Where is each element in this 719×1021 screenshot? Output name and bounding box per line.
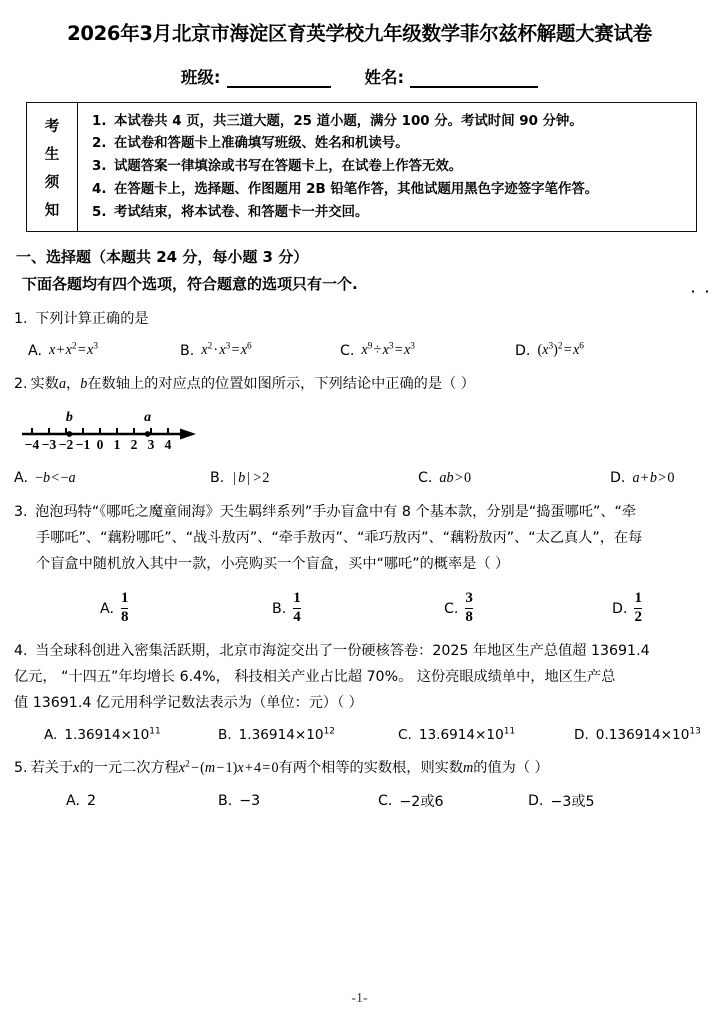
option-b-exponent: 12 — [323, 726, 335, 737]
notice-item — [92, 113, 686, 131]
fraction-denominator: 4 — [293, 609, 301, 626]
svg-text:−3: −3 — [41, 436, 57, 452]
fraction-denominator: 8 — [120, 609, 129, 626]
class-field — [181, 64, 331, 88]
svg-text:−4: −4 — [24, 436, 40, 452]
class-label: 班级: — [180, 68, 221, 87]
question-5-var-m: m — [463, 759, 474, 776]
option-d[interactable] — [610, 470, 674, 487]
option-a-label: A. — [28, 342, 42, 359]
option-b-expr — [239, 727, 335, 743]
question-5-text-mid: 的一元二次方程 — [79, 759, 179, 776]
question-4-line-1: 当全球科创进入密集活跃期，北京市海淀交出了一份硬核答卷：2025 年地区生产总值超 13691.4 — [35, 642, 650, 659]
option-d-label: D. — [515, 342, 531, 359]
fraction-numerator: 1 — [634, 590, 642, 607]
option-b[interactable] — [210, 470, 418, 487]
option-d-exponent: 13 — [689, 726, 701, 737]
question-1-stem — [14, 306, 705, 332]
option-b-fraction — [293, 591, 301, 626]
emphasis-dot-icon: · — [704, 285, 709, 298]
option-b-label: B. — [218, 726, 232, 743]
question-2 — [14, 371, 719, 486]
option-c-mantissa: 13.6914×10 — [418, 726, 504, 743]
question-5-text-pre: 若关于 — [30, 759, 74, 776]
notice-items — [78, 103, 696, 231]
notice-side-char: 须 — [44, 174, 60, 191]
option-a[interactable] — [28, 342, 180, 359]
name-field — [365, 64, 539, 88]
notice-item-number: 3. — [92, 159, 107, 175]
section-subheading-text: 下面各题均有四个选项，符合题意的选项只有一个. — [22, 275, 358, 293]
option-b-label: B. — [218, 792, 233, 809]
question-2-options — [14, 470, 705, 487]
question-4-line-3: 值 13691.4 亿元用科学记数法表示为（单位：元）（ ） — [14, 695, 363, 712]
svg-text:3: 3 — [147, 436, 155, 452]
option-d-label: D. — [612, 600, 628, 617]
question-3-line-2: 手哪吒”、“藕粉哪吒”、“战斗敖丙”、“牵手敖丙”、“乖巧敖丙”、“藕粉敖丙”、“太乙真人”，在每 — [36, 529, 643, 546]
question-5-options — [14, 791, 705, 811]
notice-item — [92, 135, 686, 153]
notice-item-number: 2. — [92, 136, 107, 152]
option-a-label: A. — [14, 470, 28, 487]
option-b[interactable] — [272, 591, 444, 626]
question-4-line-3-row — [14, 690, 705, 716]
notice-item-number: 1. — [92, 113, 107, 129]
question-2-stem — [14, 371, 705, 397]
svg-text:0: 0 — [96, 436, 104, 452]
class-blank[interactable] — [227, 72, 331, 88]
question-3 — [14, 499, 719, 626]
option-b-label: B. — [272, 600, 287, 617]
option-d-expr — [596, 727, 701, 743]
exam-page — [0, 10, 719, 1021]
section-subheading — [22, 273, 719, 298]
question-4-number: 4. — [14, 642, 28, 659]
option-b[interactable] — [218, 727, 398, 743]
emphasis-dot-icon: · — [690, 285, 695, 298]
option-c-label: C. — [418, 470, 433, 487]
notice-item-text: 在试卷和答题卡上准确填写班级、姓名和机读号。 — [114, 136, 409, 152]
fraction-numerator: 1 — [293, 590, 301, 607]
option-b-label: B. — [210, 470, 225, 487]
notice-side-char: 生 — [44, 146, 60, 163]
notice-item-number: 4. — [92, 181, 107, 197]
option-b-expr: $x^2$ · $x^3$ = $x^6$ — [201, 341, 252, 359]
fraction-denominator: 8 — [465, 609, 473, 626]
question-3-options — [14, 591, 705, 626]
question-3-number: 3. — [14, 503, 28, 520]
option-c-label: C. — [398, 726, 412, 743]
option-a-label: A. — [66, 792, 80, 809]
option-c[interactable] — [378, 791, 528, 811]
question-4-line-2: 亿元， “十四五”年均增长 6.4%， 科技相关产业占比超 70%。 这份亮眼成绩单中，地区生产总 — [14, 669, 616, 686]
option-a-expr: −b < −a — [34, 469, 76, 486]
option-d[interactable] — [528, 791, 595, 811]
name-blank[interactable] — [410, 72, 538, 88]
option-a-expr: x + $x^2$ = $x^3$ — [48, 341, 99, 359]
question-3-line-1: 泡泡玛特“《哪吒之魔童闹海》天生羁绊系列”手办盲盒中有 8 个基本款，分别是“捣蛋哪吒”、“牵 — [35, 503, 637, 520]
svg-text:4: 4 — [164, 436, 172, 452]
notice-item-number: 5. — [92, 204, 107, 220]
number-line-svg — [18, 404, 538, 460]
option-b-label: B. — [180, 342, 195, 359]
question-5-var-x: x — [73, 759, 80, 776]
question-3-line-2-row — [36, 525, 705, 551]
svg-text:2: 2 — [130, 436, 138, 452]
option-d-fraction — [634, 591, 642, 626]
notice-item-text: 试题答案一律填涂或书写在答题卡上，在试卷上作答无效。 — [114, 159, 463, 175]
option-c-label: C. — [340, 342, 355, 359]
option-a-expr — [64, 727, 160, 743]
notice-item — [92, 158, 686, 176]
option-d[interactable] — [574, 727, 701, 743]
page-number: -1- — [351, 991, 368, 1006]
question-4 — [14, 638, 719, 743]
option-b-value: −3 — [239, 792, 261, 809]
question-5-stem — [14, 755, 705, 781]
notice-side-label — [27, 103, 78, 231]
option-d-label: D. — [574, 726, 589, 743]
question-2-text-mid: 在数轴上的对应点的位置如图所示，下列结论中正确的是（ ） — [87, 376, 475, 393]
question-1 — [14, 306, 719, 359]
svg-text:a: a — [144, 409, 152, 425]
page-title: 2026年3月北京市海淀区育英学校九年级数学菲尔兹杯解题大赛试卷 — [67, 22, 652, 45]
option-c-fraction — [465, 591, 473, 626]
svg-text:1: 1 — [113, 436, 121, 452]
option-a-fraction — [121, 591, 129, 626]
number-line-figure — [18, 404, 705, 460]
notice-item — [92, 204, 686, 222]
question-2-text-pre: 实数 — [30, 376, 59, 393]
notice-item — [92, 181, 686, 199]
question-5-text-end: 的值为（ ） — [473, 759, 549, 776]
notice-side-char: 考 — [44, 118, 60, 135]
question-2-number: 2. — [14, 376, 28, 393]
option-a-mantissa: 1.36914×10 — [64, 726, 150, 743]
option-c-expr: ab > 0 — [439, 469, 472, 486]
question-3-stem — [14, 499, 705, 525]
name-label: 姓名: — [364, 68, 405, 87]
option-c-label: C. — [378, 792, 393, 809]
question-4-line-2-row — [14, 664, 705, 690]
notice-item-text: 在答题卡上，选择题、作图题用 2B 铅笔作答，其他试题用黑色字迹签字笔作答。 — [114, 181, 599, 197]
option-c[interactable] — [398, 727, 574, 743]
question-1-text: 下列计算正确的是 — [35, 311, 149, 327]
option-b[interactable] — [180, 342, 340, 359]
option-a-label: A. — [44, 726, 58, 743]
option-d[interactable] — [515, 342, 584, 359]
student-id-line — [0, 64, 719, 88]
option-a[interactable] — [66, 793, 218, 809]
question-2-var-a: a — [58, 376, 67, 393]
question-5-equation: $x^2$ − (m − 1)x + 4 = 0 — [178, 758, 279, 776]
option-a-label: A. — [100, 600, 114, 617]
svg-text:−1: −1 — [75, 436, 91, 452]
option-c-label: C. — [444, 600, 459, 617]
option-b[interactable] — [218, 793, 378, 809]
option-d[interactable] — [612, 591, 642, 626]
option-a[interactable] — [44, 727, 218, 743]
notice-side-char: 知 — [44, 202, 60, 219]
question-1-number: 1. — [14, 311, 28, 327]
option-c-expr — [419, 727, 515, 743]
option-c[interactable] — [444, 591, 612, 626]
question-2-comma: ， — [66, 376, 81, 393]
notice-box — [26, 102, 697, 232]
notice-item-text: 考试结束，将本试卷、和答题卡一并交回。 — [114, 204, 369, 220]
question-4-options — [14, 727, 705, 743]
fraction-numerator: 3 — [465, 590, 473, 607]
question-1-options — [14, 342, 705, 359]
section-heading: 一、选择题（本题共 24 分，每小题 3 分） — [16, 248, 309, 266]
option-c[interactable] — [418, 470, 610, 487]
notice-item-text: 本试卷共 4 页，共三道大题，25 道小题，满分 100 分。考试时间 90 分钟。 — [114, 113, 583, 129]
option-a[interactable] — [100, 591, 272, 626]
option-c-expr: $x^9$ ÷ $x^3$ = $x^3$ — [361, 341, 415, 359]
fraction-numerator: 1 — [120, 590, 129, 607]
svg-text:−2: −2 — [58, 436, 74, 452]
option-d-mantissa: 0.136914×10 — [595, 726, 690, 743]
option-c[interactable] — [340, 342, 515, 359]
svg-text:b: b — [65, 409, 73, 425]
question-5-number: 5. — [14, 759, 28, 776]
question-4-stem — [14, 638, 705, 664]
option-a[interactable] — [14, 470, 210, 487]
option-b-expr: | b | > 2 — [233, 469, 270, 486]
question-3-line-3-row — [36, 551, 705, 577]
option-b-mantissa: 1.36914×10 — [238, 726, 324, 743]
option-d-expr: a + b > 0 — [632, 469, 675, 486]
option-a-exponent: 11 — [149, 726, 161, 737]
option-d-expr: $(x^3)^2$ = $x^6$ — [537, 341, 584, 359]
option-c-exponent: 11 — [503, 726, 516, 737]
option-c-value: −2或6 — [399, 793, 444, 810]
question-5-text-post: 有两个相等的实数根，则实数 — [278, 759, 464, 776]
question-5 — [14, 755, 719, 811]
option-d-value: −3或5 — [550, 793, 595, 810]
option-d-label: D. — [528, 792, 544, 809]
option-d-label: D. — [610, 470, 626, 487]
question-3-line-3: 个盲盒中随机放入其中一款，小亮购买一个盲盒，买中“哪吒”的概率是（ ） — [36, 556, 510, 573]
fraction-denominator: 2 — [634, 609, 642, 626]
option-a-value: 2 — [86, 792, 96, 809]
question-2-var-b: b — [80, 376, 88, 393]
